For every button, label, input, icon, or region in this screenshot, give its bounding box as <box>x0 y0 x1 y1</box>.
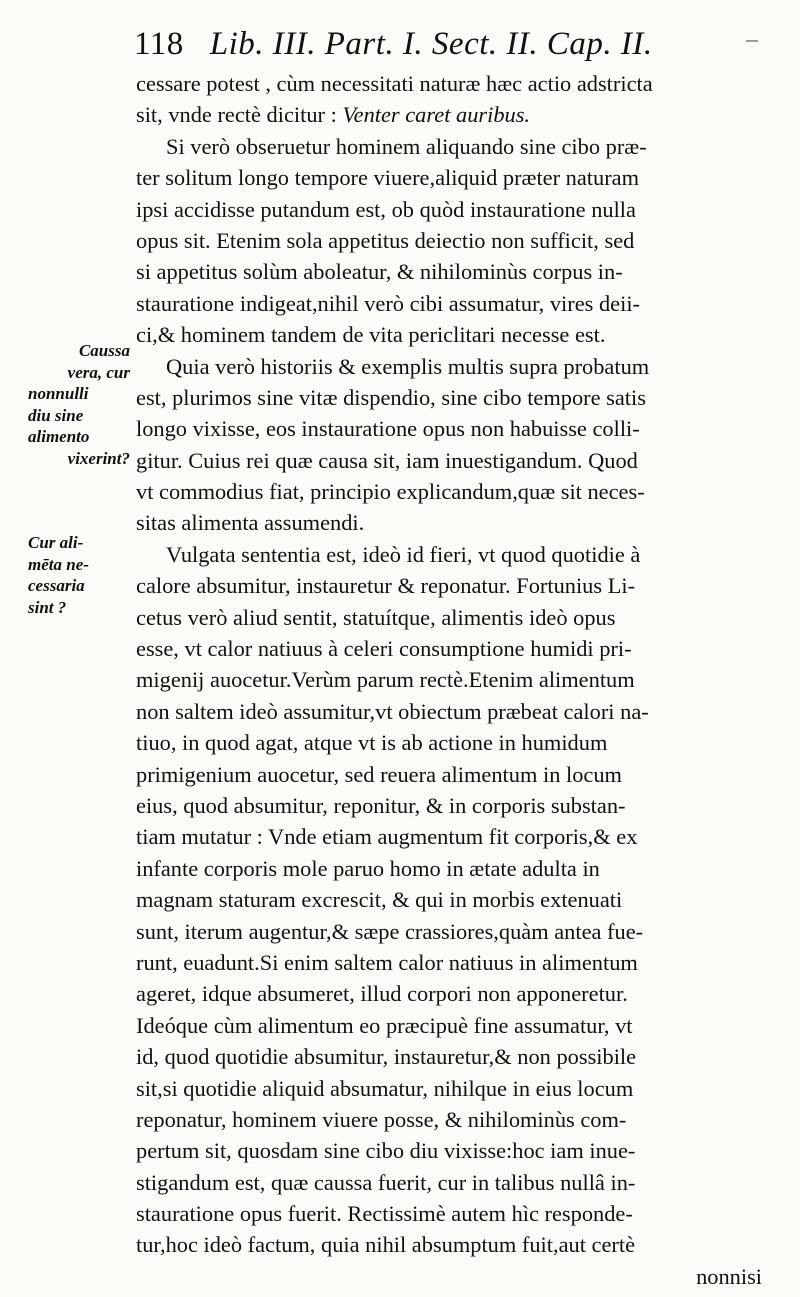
margin-note-line: cessaria <box>28 576 85 595</box>
text-line: tiuo, in quod agat, atque vt is ab actione in humidum <box>136 730 608 756</box>
text-line: ageret, idque absumeret, illud corpori non apponeretur. <box>136 981 628 1007</box>
paragraph-start-line: Si verò obseruetur hominem aliquando sine cibo præ- <box>166 133 647 159</box>
text-line: ci,& hominem tandem de vita periclitari necesse est. <box>136 322 606 348</box>
text-line: pertum sit, quosdam sine cibo diu vixisse:hoc iam inue- <box>136 1138 636 1164</box>
text-line: non saltem ideò assumitur,vt obiectum præbeat calori na- <box>136 698 649 724</box>
paragraph-start-line: Quia verò historiis & exemplis multis supra probatum <box>166 353 650 379</box>
text-line: tiam mutatur : Vnde etiam augmentum fit corporis,& ex <box>136 824 638 850</box>
text-line: calore absumitur, instauretur & reponatur. Fortunius Li- <box>136 573 636 599</box>
margin-note-caussa <box>28 340 132 469</box>
margin-note-line: sint ? <box>28 597 67 617</box>
text-line: cessare potest , cùm necessitati naturæ hæc actio adstricta <box>136 71 653 96</box>
text-line-part: sit, vnde rectè dicitur : <box>136 102 343 128</box>
text-line: reponatur, hominem viuere posse, & nihilominùs com- <box>136 1106 627 1132</box>
text-line: ter solitum longo tempore viuere,aliquid præter naturam <box>136 165 640 191</box>
text-line: stauratione opus fuerit. Rectissimè autem hìc responde- <box>136 1201 633 1227</box>
paragraph-start-line: Vulgata sententia est, ideò id fieri, vt quod quotidie à <box>166 541 641 567</box>
catchword: nonnisi <box>696 1263 762 1289</box>
main-text <box>136 68 766 1292</box>
text-line: migenij auocetur.Verùm parum rectè.Etenim alimentum <box>136 667 635 693</box>
margin-note-line: diu sine <box>28 405 84 425</box>
text-line: esse, vt calor natiuus à celeri consumptione humidi pri- <box>136 636 632 662</box>
text-line: stigandum est, quæ caussa fuerit, cur in talibus nullâ in- <box>136 1169 636 1195</box>
text-line: cetus verò aliud sentit, statuítque, alimentis ideò opus <box>136 604 616 630</box>
running-header <box>134 26 754 70</box>
text-line: si appetitus solùm aboleatur, & nihilominùs corpus in- <box>136 259 623 285</box>
margin-note-line: vixerint? <box>67 448 130 468</box>
text-line: infante corporis mole paruo homo in ætate adulta in <box>136 855 600 881</box>
text-line: tur,hoc ideò factum, quia nihil absumptum fuit,aut certè <box>136 1232 636 1258</box>
page-number: 118 <box>134 26 184 62</box>
italic-quote: Venter caret auribus. <box>342 102 531 128</box>
margin-note-line: nonnulli <box>28 384 89 403</box>
running-title: Lib. III. Part. I. Sect. II. Cap. II. <box>209 26 653 62</box>
text-line: magnam staturam excrescit, & qui in morbis extenuati <box>136 887 623 913</box>
edge-mark <box>746 40 758 42</box>
text-line: longo vixisse, eos instauratione opus non habuisse colli- <box>136 416 640 442</box>
text-line: vt commodius fiat, principio explicandum,quæ sit neces- <box>136 479 645 505</box>
text-line: eius, quod absumitur, reponitur, & in corporis substan- <box>136 792 626 818</box>
text-line-with-quote <box>136 99 766 130</box>
text-line: gitur. Cuius rei quæ causa sit, iam inuestigandum. Quod <box>136 447 638 473</box>
text-line: stauratione indigeat,nihil verò cibi assumatur, vires deii- <box>136 290 640 316</box>
text-line: ipsi accidisse putandum est, ob quòd instauratione nulla <box>136 196 636 222</box>
margin-note-line: Caussa <box>78 341 130 360</box>
text-line: sitas alimenta assumendi. <box>136 510 365 536</box>
text-line: sunt, iterum augentur,& sæpe crassiores,quàm antea fue- <box>136 918 644 944</box>
margin-note-line: Cur ali- <box>28 533 84 552</box>
text-line: runt, euadunt.Si enim saltem calor natiuus in alimentum <box>136 949 638 975</box>
margin-note-line: alimento <box>28 427 90 446</box>
text-line: est, plurimos sine vitæ dispendio, sine cibo tempore satis <box>136 384 646 410</box>
text-line: Ideóque cùm alimentum eo præcipuè fine assumatur, vt <box>136 1012 633 1038</box>
margin-note-alimenta <box>28 532 132 618</box>
margin-note-line: vera, cur <box>67 362 130 382</box>
margin-note-line: mēta ne- <box>28 554 89 574</box>
text-line: id, quod quotidie absumitur, instauretur,& non possibile <box>136 1044 637 1070</box>
text-line: primigenium auocetur, sed reuera alimentum in locum <box>136 761 622 787</box>
text-line: sit,si quotidie aliquid absumatur, nihilque in eius locum <box>136 1075 634 1101</box>
text-line: opus sit. Etenim sola appetitus deiectio non sufficit, sed <box>136 227 635 253</box>
